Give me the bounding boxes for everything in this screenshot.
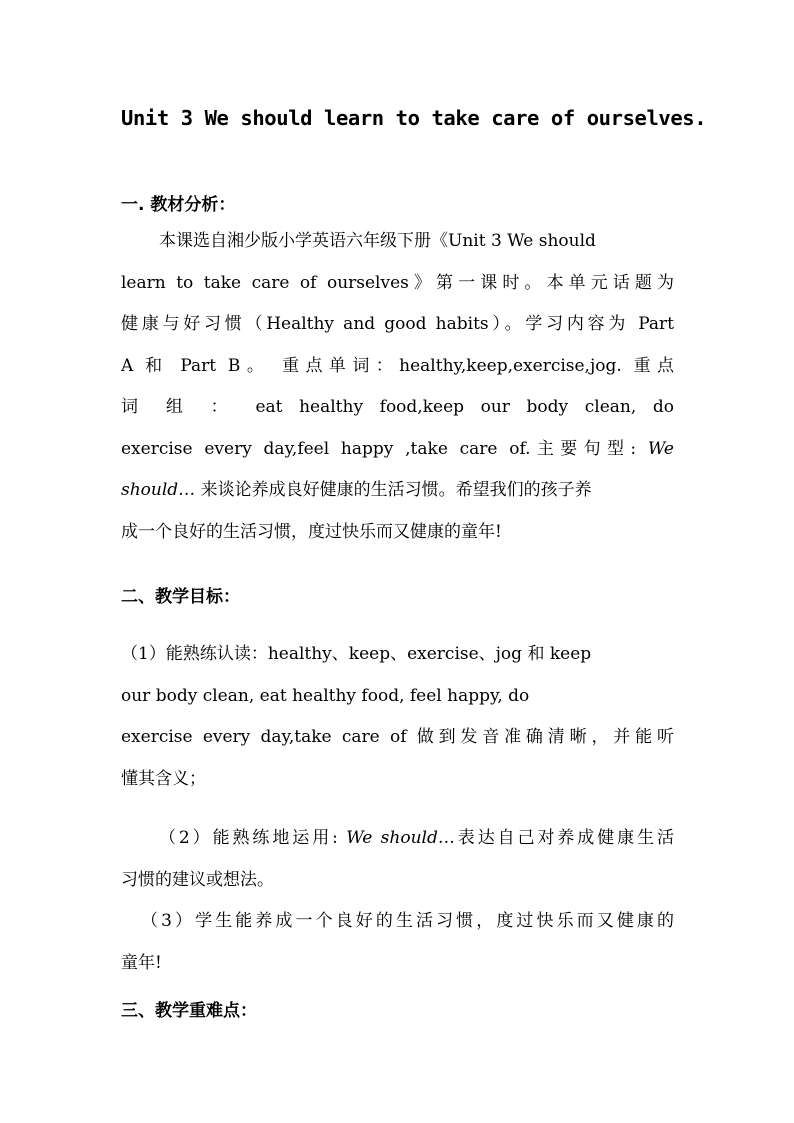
analysis-line-4: A 和 Part B。 重点单词：healthy,keep,exercise,jog. 重点 <box>121 355 674 376</box>
analysis-line-3: 健康与好习惯（Healthy and good habits）。学习内容为 Part <box>121 314 674 334</box>
objective-2-prefix: （2）能熟练地运用: <box>159 828 347 848</box>
objective-item-2 <box>121 818 674 901</box>
objective-2-rest: …表达自己对养成健康生活 <box>437 828 674 848</box>
objective-item-1 <box>121 634 674 800</box>
objective-1-line-4: 懂其含义； <box>121 768 206 789</box>
analysis-line-7-text: 来谈论养成良好健康的生活习惯。希望我们的孩子养 <box>195 480 592 500</box>
analysis-should-emphasis: should… <box>121 480 196 500</box>
analysis-line-5: 词 组 ： eat healthy food,keep our body clean, do <box>121 397 674 417</box>
objective-3-line-1: （3）学生能养成一个良好的生活习惯，度过快乐而又健康的 <box>141 911 674 931</box>
analysis-line-7 <box>121 470 674 512</box>
objective-1-line-3: exercise every day,take care of 做到发音准确清晰，并能听 <box>121 727 674 747</box>
analysis-line-8: 成一个良好的生活习惯，度过快乐而又健康的童年! <box>121 521 502 542</box>
analysis-line-2: learn to take care of ourselves》第一课时。本单元话题为 <box>121 272 674 293</box>
objective-item-3 <box>121 901 674 984</box>
section-heading-analysis: 一. 教材分析： <box>121 195 236 215</box>
analysis-paragraph <box>121 221 674 553</box>
objective-3-line-2: 童年! <box>121 952 162 973</box>
objective-1-line-1: （1）能熟练认读：healthy、keep、exercise、jog 和 keep <box>121 644 592 664</box>
analysis-line-6-text: exercise every day,feel happy ,take care of.主要句型: <box>121 438 648 459</box>
section-heading-key-points: 三、教学重难点： <box>121 1001 257 1021</box>
analysis-line-1: 本课选自湘少版小学英语六年级下册《Unit 3 We should <box>159 231 596 251</box>
objective-2-line-1 <box>121 818 674 860</box>
objective-2-emphasis: We should <box>346 828 438 848</box>
analysis-we-emphasis: We <box>647 438 674 459</box>
objective-2-line-2: 习惯的建议或想法。 <box>121 869 274 890</box>
document-title: Unit 3 We should learn to take care of ourselves. <box>121 106 707 130</box>
section-heading-objectives: 二、教学目标： <box>121 587 240 607</box>
analysis-line-6 <box>121 429 674 471</box>
objective-1-line-2: our body clean, eat healthy food, feel happy, do <box>121 685 530 706</box>
